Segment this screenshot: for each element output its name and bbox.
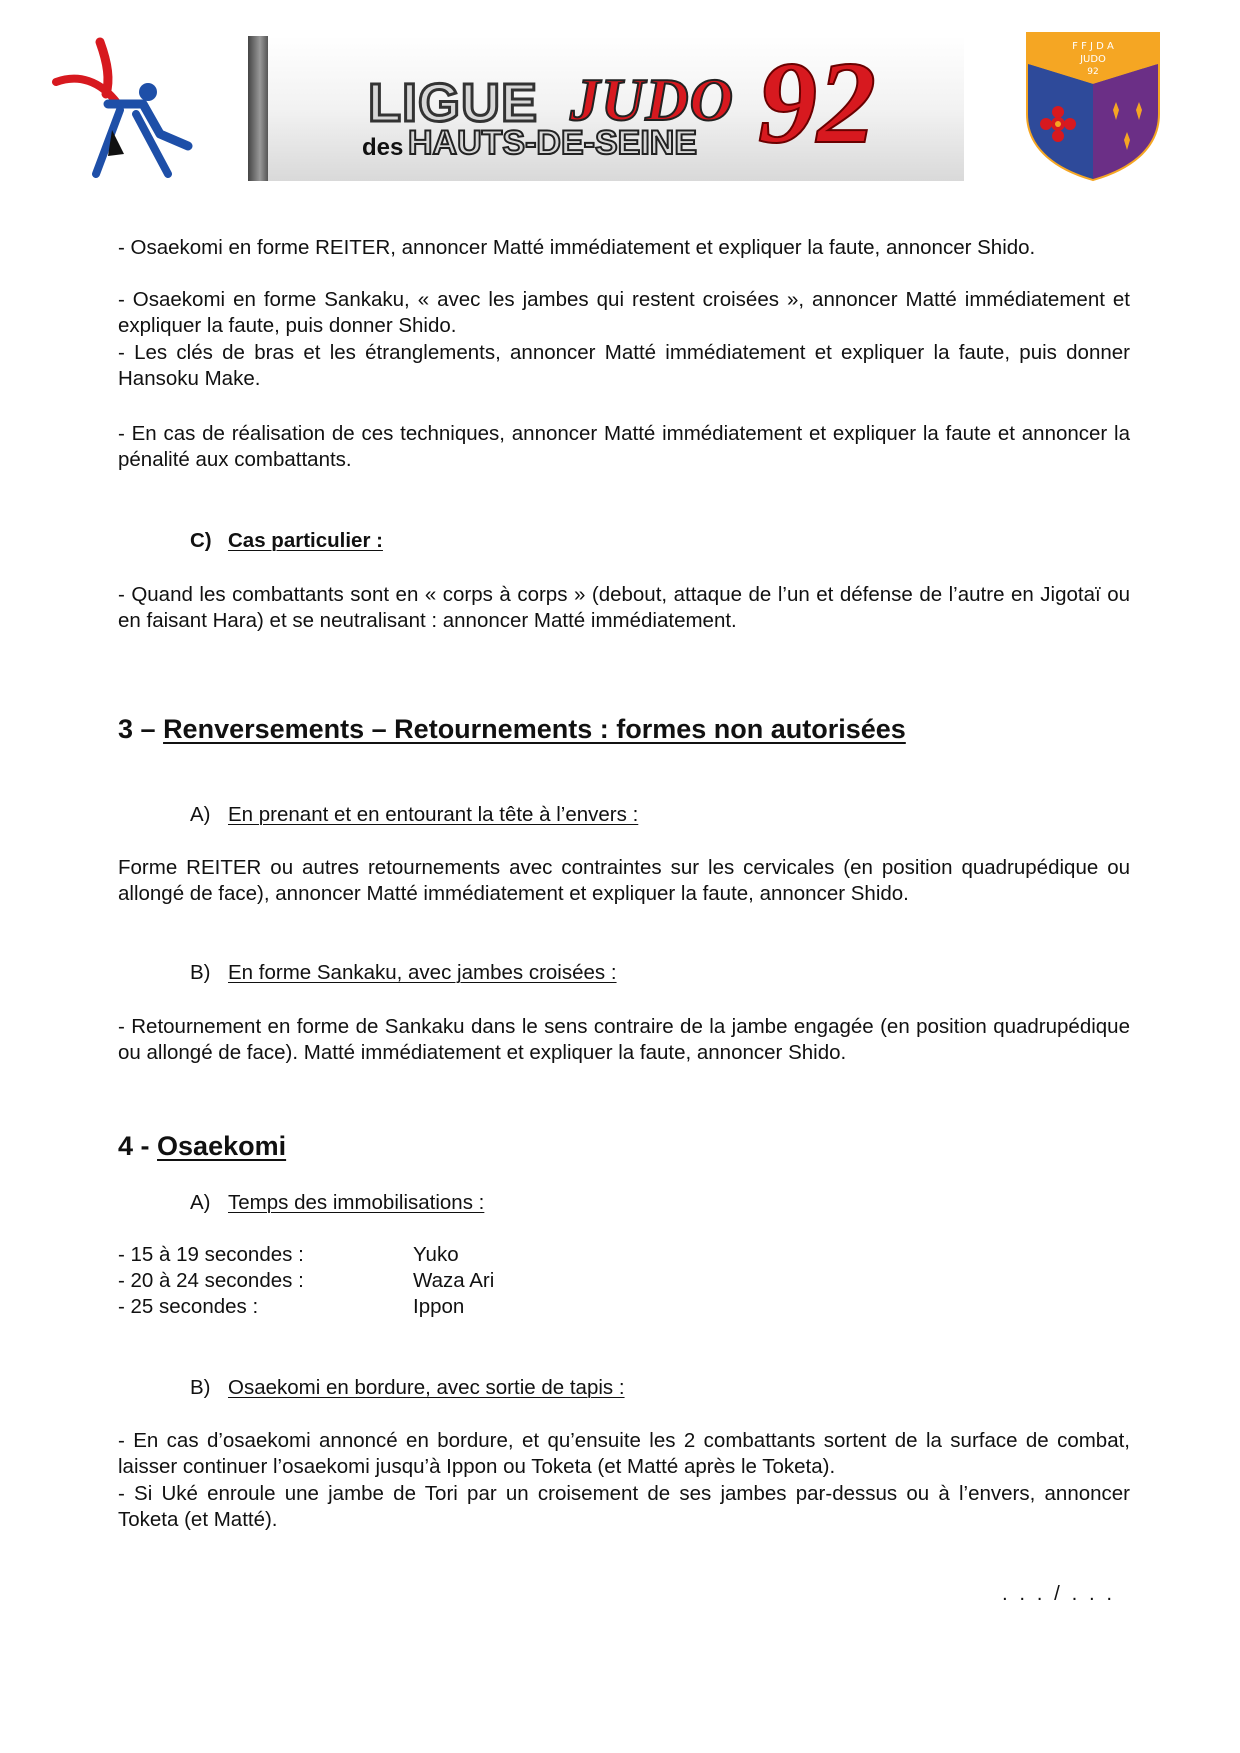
subsection-4a-heading (190, 1190, 484, 1216)
banner-accent-bar (248, 36, 268, 181)
banner-hauts-de-seine-text: HAUTS-DE-SEINE (408, 124, 698, 162)
banner-number-92: 92 (758, 37, 876, 168)
subsection-4a-label: A) (190, 1191, 211, 1214)
paragraph-reiter: - Osaekomi en forme REITER, annoncer Matté immédiatement et expliquer la faute, annoncer Shido. (118, 236, 1036, 259)
crest-text-92: 92 (1087, 67, 1099, 77)
paragraph-osaekomi-bordure: - En cas d’osaekomi annoncé en bordure, et qu’ensuite les 2 combattants sortent de la surface de combat, laisser continuer l’osaekomi jusqu’à Ippon ou Toketa (et Matté après le Toketa). (118, 1429, 1130, 1478)
time-duration: - 25 secondes : (118, 1295, 259, 1318)
subsection-4b-heading (190, 1375, 625, 1401)
section-3-number: 3 – (118, 714, 156, 744)
banner-judo-text: JUDO (570, 67, 734, 133)
section-3-heading (118, 713, 906, 745)
paragraph-retournement-sankaku: - Retournement en forme de Sankaku dans le sens contraire de la jambe engagée (en position quadrupédique ou allongé de face). Matté immédiatement et expliquer la faute, annoncer Shido. (118, 1015, 1130, 1064)
subsection-c-title: Cas particulier : (228, 529, 383, 552)
banner-ligue-text: LIGUE (368, 73, 539, 133)
time-score: Ippon (413, 1295, 465, 1318)
subsection-3b-label: B) (190, 961, 211, 984)
paragraph-cles-etranglements: - Les clés de bras et les étranglements, annoncer Matté immédiatement et expliquer la faute, puis donner Hansoku Make. (118, 341, 1130, 390)
subsection-3b-title: En forme Sankaku, avec jambes croisées : (228, 961, 617, 984)
ligue-judo-92-banner (248, 36, 964, 181)
time-score: Yuko (413, 1243, 459, 1266)
subsection-3a-label: A) (190, 803, 211, 826)
paragraph-sankaku: - Osaekomi en forme Sankaku, « avec les jambes qui restent croisées », annoncer Matté immédiatement et expliquer la faute, puis donner Shido. (118, 288, 1130, 337)
subsection-3a-title: En prenant et en entourant la tête à l’envers : (228, 803, 639, 826)
crest-text-judo: JUDO (1080, 54, 1106, 65)
subsection-4a-title: Temps des immobilisations : (228, 1191, 485, 1214)
continuation-marker: . . . / . . . (1002, 1582, 1116, 1605)
paragraph-realisation: - En cas de réalisation de ces techniques, annoncer Matté immédiatement et expliquer la faute et annoncer la pénalité aux combattants. (118, 422, 1130, 471)
ffjda-judoka-logo (48, 34, 198, 184)
paragraph-forme-reiter: Forme REITER ou autres retournements avec contraintes sur les cervicales (en position quadrupédique ou allongé de face), annoncer Matté immédiatement et expliquer la faute, annoncer Shido. (118, 856, 1130, 905)
paragraph-corps-a-corps: - Quand les combattants sont en « corps à corps » (debout, attaque de l’un et défense de l’autre en Jigotaï ou en faisant Hara) et se neutralisant : annoncer Matté immédiatement. (118, 583, 1130, 632)
section-4-title: Osaekomi (157, 1131, 287, 1161)
ffjda-judo-92-crest (1018, 24, 1168, 184)
subsection-3a-heading (190, 802, 638, 828)
subsection-4b-title: Osaekomi en bordure, avec sortie de tapis : (228, 1376, 625, 1399)
subsection-c-label: C) (190, 529, 212, 552)
section-3-title: Renversements – Retournements : formes non autorisées (163, 714, 906, 744)
subsection-3b-heading (190, 960, 617, 986)
crest-text-ffjda: F F J D A (1072, 41, 1114, 52)
time-duration: - 20 à 24 secondes : (118, 1269, 304, 1292)
section-4-number: 4 - (118, 1131, 150, 1161)
section-4-heading (118, 1130, 286, 1162)
subsection-c-heading (190, 528, 383, 554)
subsection-4b-label: B) (190, 1376, 211, 1399)
time-duration: - 15 à 19 secondes : (118, 1243, 304, 1266)
time-score: Waza Ari (413, 1269, 495, 1292)
paragraph-uke-enroule: - Si Uké enroule une jambe de Tori par un croisement de ses jambes par-dessus ou à l’envers, annoncer Toketa (et Matté). (118, 1482, 1130, 1531)
banner-des-text: des (362, 134, 404, 161)
